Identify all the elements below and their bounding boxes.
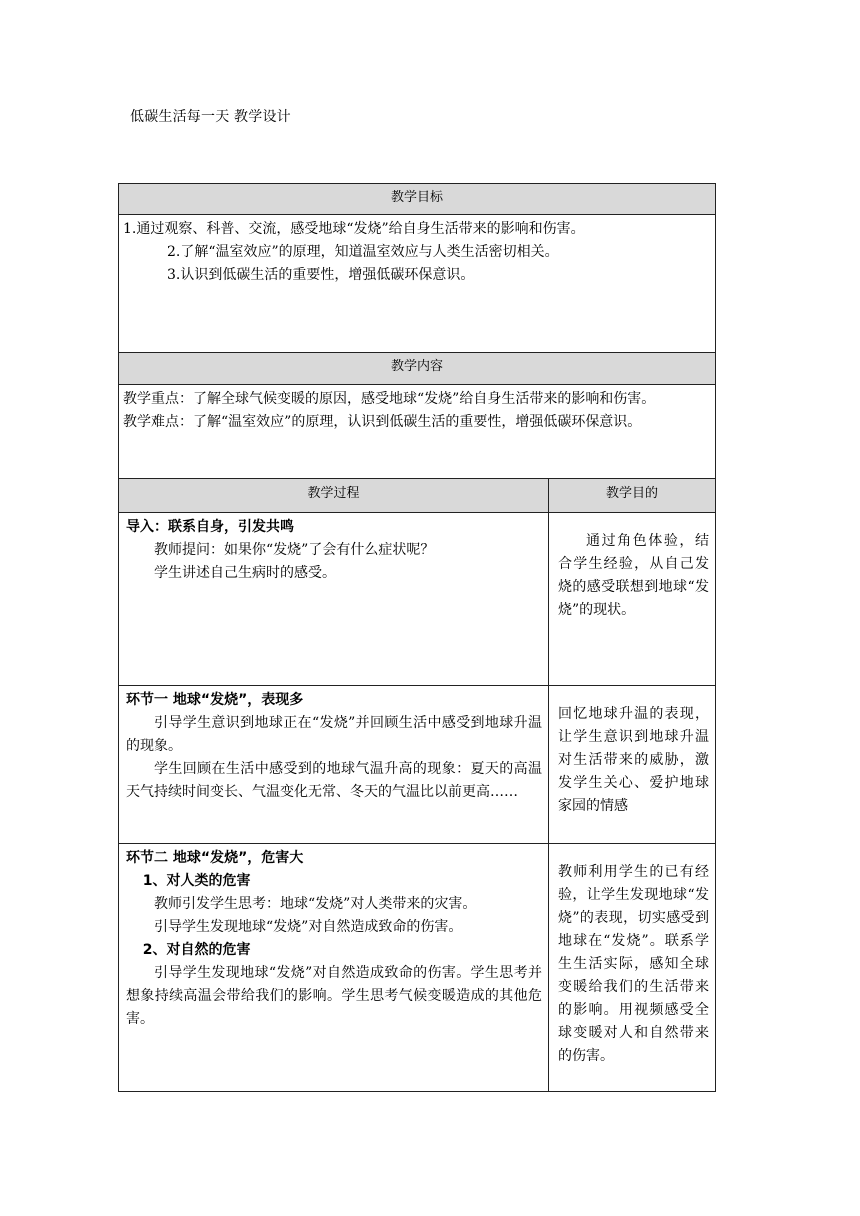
section-two-paragraph-3: 引导学生发现地球“发烧”对自然造成致命的伤害。学生思考并想象持续高温会带给我们的影响。学生思考气候变暖造成的其他危害。 [126,965,542,1027]
difficulty-text: 教学难点：了解“温室效应”的原理，认识到低碳生活的重要性，增强低碳环保意识。 [123,414,642,430]
section-intro-purpose-cell [549,513,715,685]
section-one-paragraph-1: 引导学生意识到地球正在“发烧”并回顾生活中感受到地球升温的现象。 [126,715,542,754]
section-one-purpose-cell [549,686,715,843]
goal-item-1: 1.通过观察、科普、交流，感受地球“发烧”给自身生活带来的影响和伤害。 [123,221,585,237]
content-cell [118,385,716,479]
section-one-paragraph-2: 学生回顾在生活中感受到的地球气温升高的现象：夏天的高温天气持续时间变长、气温变化无常、冬天的气温比以前更高…… [126,761,542,800]
process-header-row [118,479,716,513]
process-header: 教学过程 [119,479,549,512]
goals-cell [118,215,716,353]
section-two-title: 环节二 地球“发烧”，危害大 [126,850,304,866]
section-intro-purpose: 通过角色体验，结合学生经验，从自己发烧的感受联想到地球“发烧”的现状。 [558,533,709,618]
section-one-title: 环节一 地球“发烧”，表现多 [126,692,304,708]
section-intro-row [118,513,716,686]
section-two-paragraph-2: 引导学生发现地球“发烧”对自然造成致命的伤害。 [154,919,463,935]
document-title: 低碳生活每一天 教学设计 [130,109,291,125]
goal-item-2: 2.了解“温室效应”的原理，知道温室效应与人类生活密切相关。 [167,244,559,260]
section-one-process [119,686,549,843]
section-intro-title: 导入：联系自身，引发共鸣 [126,519,294,535]
section-intro-paragraph-2: 学生讲述自己生病时的感受。 [154,565,336,581]
content-header: 教学内容 [118,353,716,385]
section-two-row [118,844,716,1092]
purpose-header: 教学目的 [605,486,658,501]
lesson-plan-table [118,183,716,1092]
goals-header: 教学目标 [118,183,716,215]
section-one-row [118,686,716,844]
section-two-process [119,844,549,1091]
key-point-text: 教学重点：了解全球气候变暖的原因，感受地球“发烧”给自身生活带来的影响和伤害。 [123,391,656,407]
section-two-subtitle-2: 2、对自然的危害 [142,942,251,958]
section-two-purpose: 教师利用学生的已有经验，让学生发现地球“发烧”的表现，切实感受到地球在“发烧”。联系学生生活实际，感知全球变暖给我们的生活带来的影响。用视频感受全球变暖对人和自然带来的伤害。 [558,864,709,1064]
section-two-paragraph-1: 教师引发学生思考：地球“发烧”对人类带来的灾害。 [154,896,477,912]
section-two-subtitle-1: 1、对人类的危害 [142,873,251,889]
section-one-purpose: 回忆地球升温的表现，让学生意识到地球升温对生活带来的威胁，激发学生关心、爱护地球家园的情感 [558,706,709,814]
section-intro-process [119,513,549,685]
section-two-purpose-cell [549,844,715,1091]
goal-item-3: 3.认识到低碳生活的重要性，增强低碳环保意识。 [167,267,475,283]
section-intro-paragraph-1: 教师提问：如果你“发烧”了会有什么症状呢？ [154,542,435,558]
